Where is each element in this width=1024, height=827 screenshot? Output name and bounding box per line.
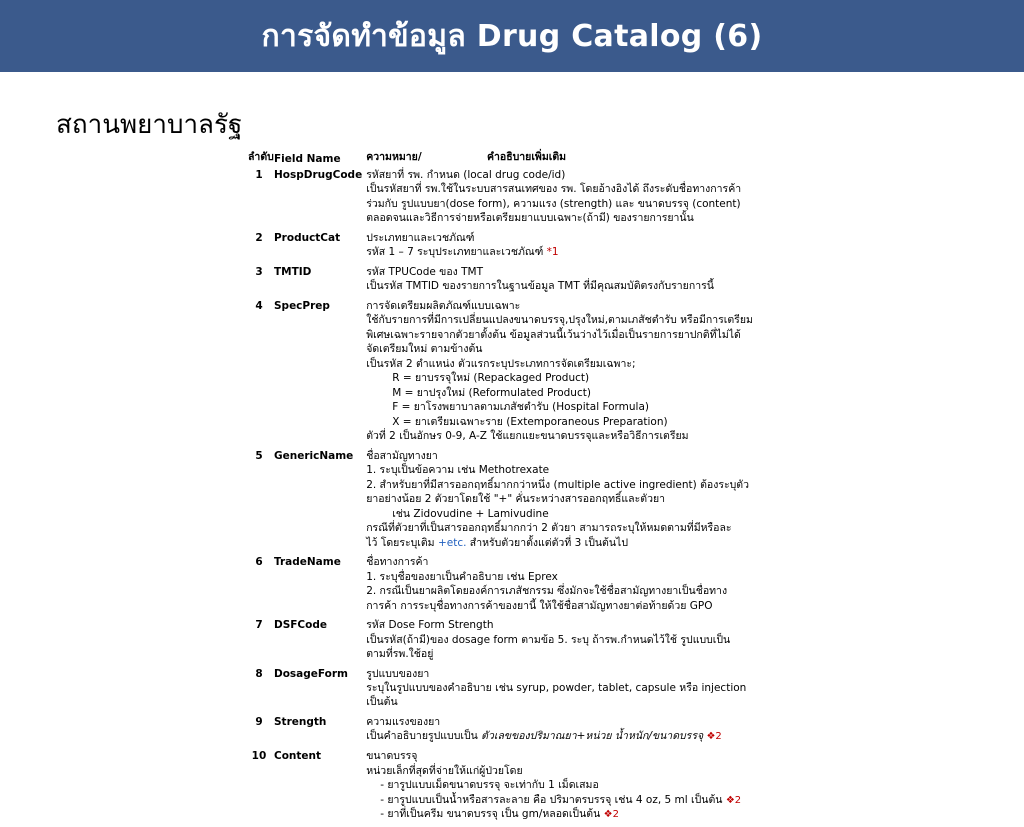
description-line: เป็นต้น (366, 696, 398, 709)
field-name-cell: TradeName (273, 556, 341, 569)
description-line: กรณีที่ตัวยาที่เป็นสารออกฤทธิ์มากกว่า 2 ตัวยา สามารถระบุให้หมดตามที่มีหรือละ (366, 522, 732, 535)
field-description-cell (366, 168, 988, 231)
footnote-marker: ❖2 (603, 809, 619, 821)
page-title: การจัดทำข้อมูล Drug Catalog (6) (261, 18, 763, 54)
etc-marker: +etc. (437, 536, 467, 549)
description-line: R = ยาบรรจุใหม่ (Repackaged Product) (392, 372, 590, 385)
description-line: - ยารูปแบบเป็นน้ำหรือสารละลาย คือ ปริมาตรบรรจุ เช่น 4 oz, 5 ml เป็นต้น ❖2 (380, 793, 742, 806)
description-line: จัดเตรียมใหม่ ตามข้างต้น (366, 343, 483, 356)
row-number: 5 (255, 449, 263, 462)
description-line: 1. ระบุชื่อของยาเป็นคำอธิบาย เช่น Eprex (366, 570, 558, 583)
field-name-cell: Content (273, 750, 322, 763)
field-definition-table (248, 148, 988, 827)
slide-title-bar (0, 0, 1024, 72)
table-row (248, 265, 988, 299)
description-line: เป็นรหัส 2 ตำแหน่ง ตัวแรกระบุประเภทการจัดเตรียมเฉพาะ; (366, 357, 636, 370)
row-number: 10 (251, 750, 267, 763)
field-description-cell (366, 749, 988, 827)
description-line: การจัดเตรียมผลิตภัณฑ์แบบเฉพาะ (366, 299, 521, 312)
description-line: ระบุในรูปแบบของคำอธิบาย เช่น syrup, powder, tablet, capsule หรือ injection (366, 681, 747, 694)
description-line: ตลอดจนและวิธีการจ่ายหรือเตรียมยาแบบเฉพาะ(ถ้ามี) ของรายการยานั้น (366, 212, 694, 225)
description-line: เป็นรหัสยาที่ รพ.ใช้ในระบบสารสนเทศของ รพ. โดยอ้างอิงได้ ถึงระดับชื่อทางการค้า (366, 183, 742, 196)
field-name-cell: TMTID (273, 265, 312, 278)
row-number: 3 (255, 265, 263, 278)
field-name-cell: DSFCode (273, 619, 327, 632)
footnote-marker: ❖2 (725, 794, 742, 806)
column-header-field-name: Field Name (273, 153, 341, 165)
description-line: ขนาดบรรจุ (366, 750, 418, 763)
table-row (248, 555, 988, 618)
row-number: 1 (255, 169, 263, 181)
description-line: ความแรงของยา (366, 715, 441, 728)
description-line: รหัส Dose Form Strength (366, 619, 494, 632)
description-line: รหัส 1 – 7 ระบุประเภทยาและเวชภัณฑ์ *1 (366, 246, 559, 259)
table-row (248, 168, 988, 231)
description-line: - ยาที่เป็นครีม ขนาดบรรจุ เป็น gm/หลอดเป็นต้น ❖2 (380, 808, 619, 821)
column-header-meaning-text: ความหมาย/ (366, 151, 422, 163)
footnote-marker: ❖2 (706, 731, 722, 743)
description-line: ยาอย่างน้อย 2 ตัวยาโดยใช้ "+" คั่นระหว่างสารออกฤทธิ์และตัวยา (366, 493, 666, 506)
footnote-marker: *1 (546, 246, 559, 259)
row-number: 7 (255, 619, 263, 632)
field-name-cell: HospDrugCode (273, 169, 363, 181)
row-number: 9 (255, 715, 263, 728)
table-row (248, 667, 988, 715)
description-line: ประเภทยาและเวชภัณฑ์ (366, 231, 475, 244)
description-line: X = ยาเตรียมเฉพาะราย (Extemporaneous Preparation) (392, 415, 668, 428)
description-line: หน่วยเล็กที่สุดที่จ่ายให้แก่ผู้ป่วยโดย (366, 764, 523, 777)
description-line: 2. สำหรับยาที่มีสารออกฤทธิ์มากกว่าหนึ่ง (multiple active ingredient) ต้องระบุตัว (366, 478, 749, 491)
slide-subtitle: สถานพยาบาลรัฐ (56, 110, 243, 140)
field-description-cell (366, 715, 988, 749)
field-description-cell (366, 555, 988, 618)
description-line: F = ยาโรงพยาบาลตามเภสัชตำรับ (Hospital Formula) (392, 401, 650, 414)
table-row (248, 231, 988, 265)
description-line: เป็นคำอธิบายรูปแบบเป็น ตัวเลขของปริมาณยา+หน่วย น้ำหนัก/ขนาดบรรจุ ❖2 (366, 730, 722, 743)
description-line: ใช้กับรายการที่มีการเปลี่ยนแปลงขนาดบรรจุ,ปรุงใหม่,ตามเภสัชตำรับ หรือมีการเตรียม (366, 314, 753, 327)
table-row (248, 715, 988, 749)
table-row (248, 749, 988, 827)
field-description-cell (366, 449, 988, 555)
row-number: 4 (255, 299, 263, 312)
table-row (248, 618, 988, 666)
emphasis-text: ตัวเลขของปริมาณยา+หน่วย น้ำหนัก/ขนาดบรรจุ (481, 730, 707, 743)
field-description-cell (366, 618, 988, 666)
field-name-cell: DosageForm (273, 667, 348, 680)
description-line: - ยารูปแบบเม็ดขนาดบรรจุ จะเท่ากับ 1 เม็ดเสมอ (380, 779, 599, 792)
description-line: ชื่อทางการค้า (366, 556, 429, 569)
row-number: 6 (255, 556, 263, 569)
description-line: ตัวที่ 2 เป็นอักษร 0-9, A-Z ใช้แยกแยะขนาดบรรจุและหรือวิธีการเตรียม (366, 430, 689, 443)
description-line: ร่วมกับ รูปแบบยา(dose form), ความแรง (strength) และ ขนาดบรรจุ (content) (366, 197, 741, 210)
description-line: พิเศษเฉพาะรายจากตัวยาตั้งต้น ข้อมูลส่วนนี้เว้นว่างไว้เมื่อเป็นรายการยาปกติที่ไม่ได้ (366, 328, 741, 341)
description-line: รหัสยาที่ รพ. กำหนด (local drug code/id) (366, 169, 566, 181)
description-line: เป็นรหัส TMTID ของรายการในฐานข้อมูล TMT ที่มีคุณสมบัติตรงกับรายการนี้ (366, 280, 714, 293)
column-header-meaning (366, 148, 988, 168)
table-header-row (248, 148, 988, 168)
description-line: รูปแบบของยา (366, 667, 430, 680)
field-description-cell (366, 667, 988, 715)
field-name-cell: Strength (273, 715, 327, 728)
description-line: เช่น Zidovudine + Lamivudine (392, 507, 549, 520)
table-row (248, 449, 988, 555)
table-row (248, 299, 988, 449)
row-number: 2 (255, 231, 263, 244)
description-line: ไว้ โดยระบุเติม +etc. สำหรับตัวยาตั้งแต่ตัวที่ 3 เป็นต้นไป (366, 536, 628, 549)
description-line: 2. กรณีเป็นยาผลิตโดยองค์การเภสัชกรรม ซึ่งมักจะใช้ชื่อสามัญทางยาเป็นชื่อทาง (366, 585, 728, 598)
row-number: 8 (255, 667, 263, 680)
field-description-cell (366, 231, 988, 265)
description-line: การค้า การระบุชื่อทางการค้าของยานี้ ให้ใช้ชื่อสามัญทางยาต่อท้ายด้วย GPO (366, 599, 713, 612)
description-line: ชื่อสามัญทางยา (366, 449, 438, 462)
field-description-cell (366, 299, 988, 449)
description-line: เป็นรหัส(ถ้ามี)ของ dosage form ตามข้อ 5. ระบุ ถ้ารพ.กำหนดไว้ใช้ รูปแบบเป็น (366, 633, 731, 646)
column-header-extra-text: คำอธิบายเพิ่มเติม (486, 151, 567, 163)
description-line: รหัส TPUCode ของ TMT (366, 265, 483, 278)
description-line: ตามที่รพ.ใช้อยู่ (366, 648, 434, 661)
description-line: 1. ระบุเป็นข้อความ เช่น Methotrexate (366, 464, 550, 477)
field-name-cell: GenericName (273, 449, 354, 462)
field-name-cell: ProductCat (273, 231, 341, 244)
field-description-cell (366, 265, 988, 299)
column-header-no: ลำดับ (248, 151, 274, 163)
description-line: M = ยาปรุงใหม่ (Reformulated Product) (392, 386, 591, 399)
field-definition-table-wrapper (248, 148, 988, 827)
field-name-cell: SpecPrep (273, 299, 330, 312)
